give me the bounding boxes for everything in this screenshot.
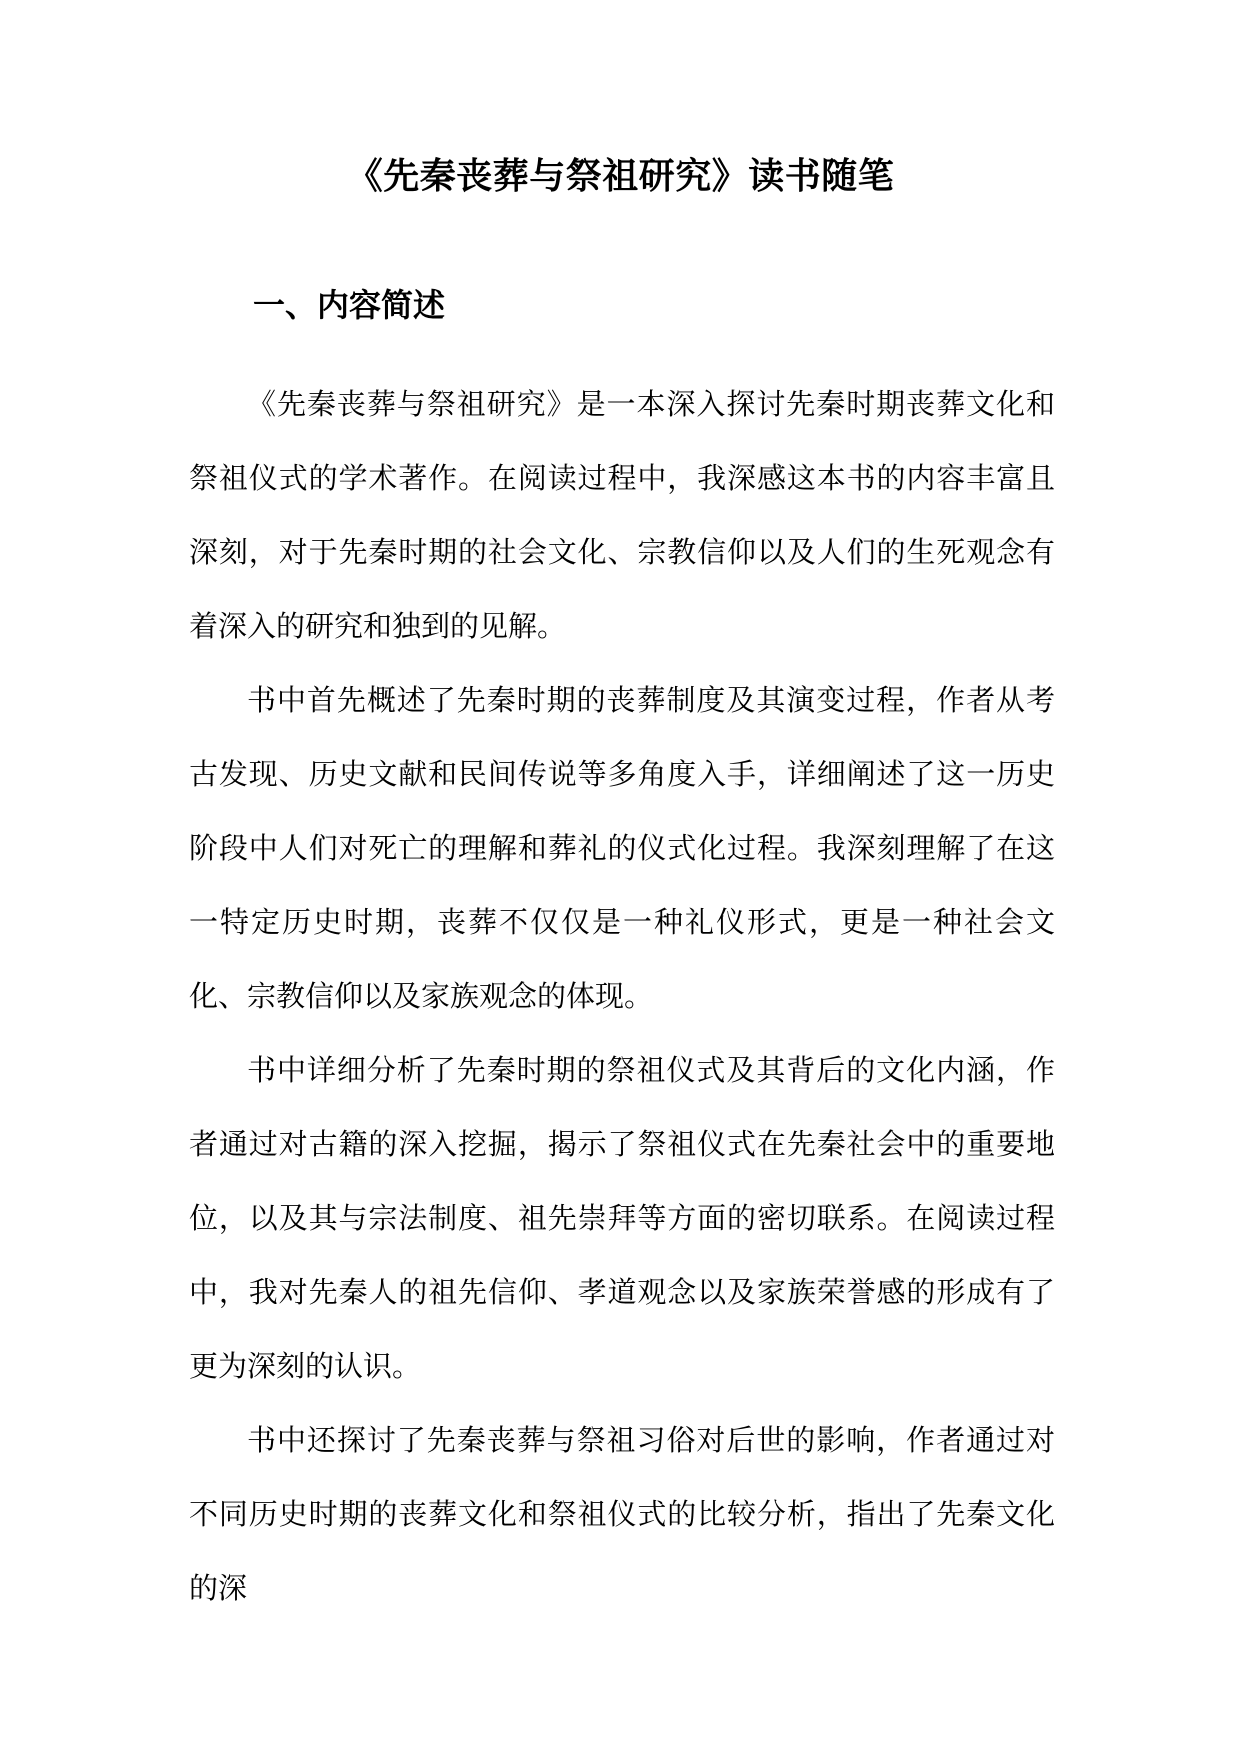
section-heading: 一、内容简述 <box>253 286 446 324</box>
paragraph-funeral-system: 书中首先概述了先秦时期的丧葬制度及其演变过程，作者从考古发现、历史文献和民间传说等多角度入手，详细阐述了这一历史阶段中人们对死亡的理解和葬礼的仪式化过程。我深刻理解了在这一特定历史时期，丧葬不仅仅是一种礼仪形式，更是一种社会文化、宗教信仰以及家族观念的体现。 <box>189 683 1055 1013</box>
paragraph-later-influence: 书中还探讨了先秦丧葬与祭祖习俗对后世的影响，作者通过对不同历史时期的丧葬文化和祭祖仪式的比较分析，指出了先秦文化的深 <box>189 1423 1055 1605</box>
paragraph-intro: 《先秦丧葬与祭祖研究》是一本深入探讨先秦时期丧葬文化和祭祖仪式的学术著作。在阅读过程中，我深感这本书的内容丰富且深刻，对于先秦时期的社会文化、宗教信仰以及人们的生死观念有着深入的研究和独到的见解。 <box>189 387 1055 643</box>
paragraph-ancestor-rites: 书中详细分析了先秦时期的祭祖仪式及其背后的文化内涵，作者通过对古籍的深入挖掘，揭示了祭祖仪式在先秦社会中的重要地位，以及其与宗法制度、祖先崇拜等方面的密切联系。在阅读过程中，我对先秦人的祖先信仰、孝道观念以及家族荣誉感的形成有了更为深刻的认识。 <box>189 1053 1055 1383</box>
document-title: 《先秦丧葬与祭祖研究》读书随笔 <box>346 155 895 197</box>
section-body <box>189 367 1055 1625</box>
